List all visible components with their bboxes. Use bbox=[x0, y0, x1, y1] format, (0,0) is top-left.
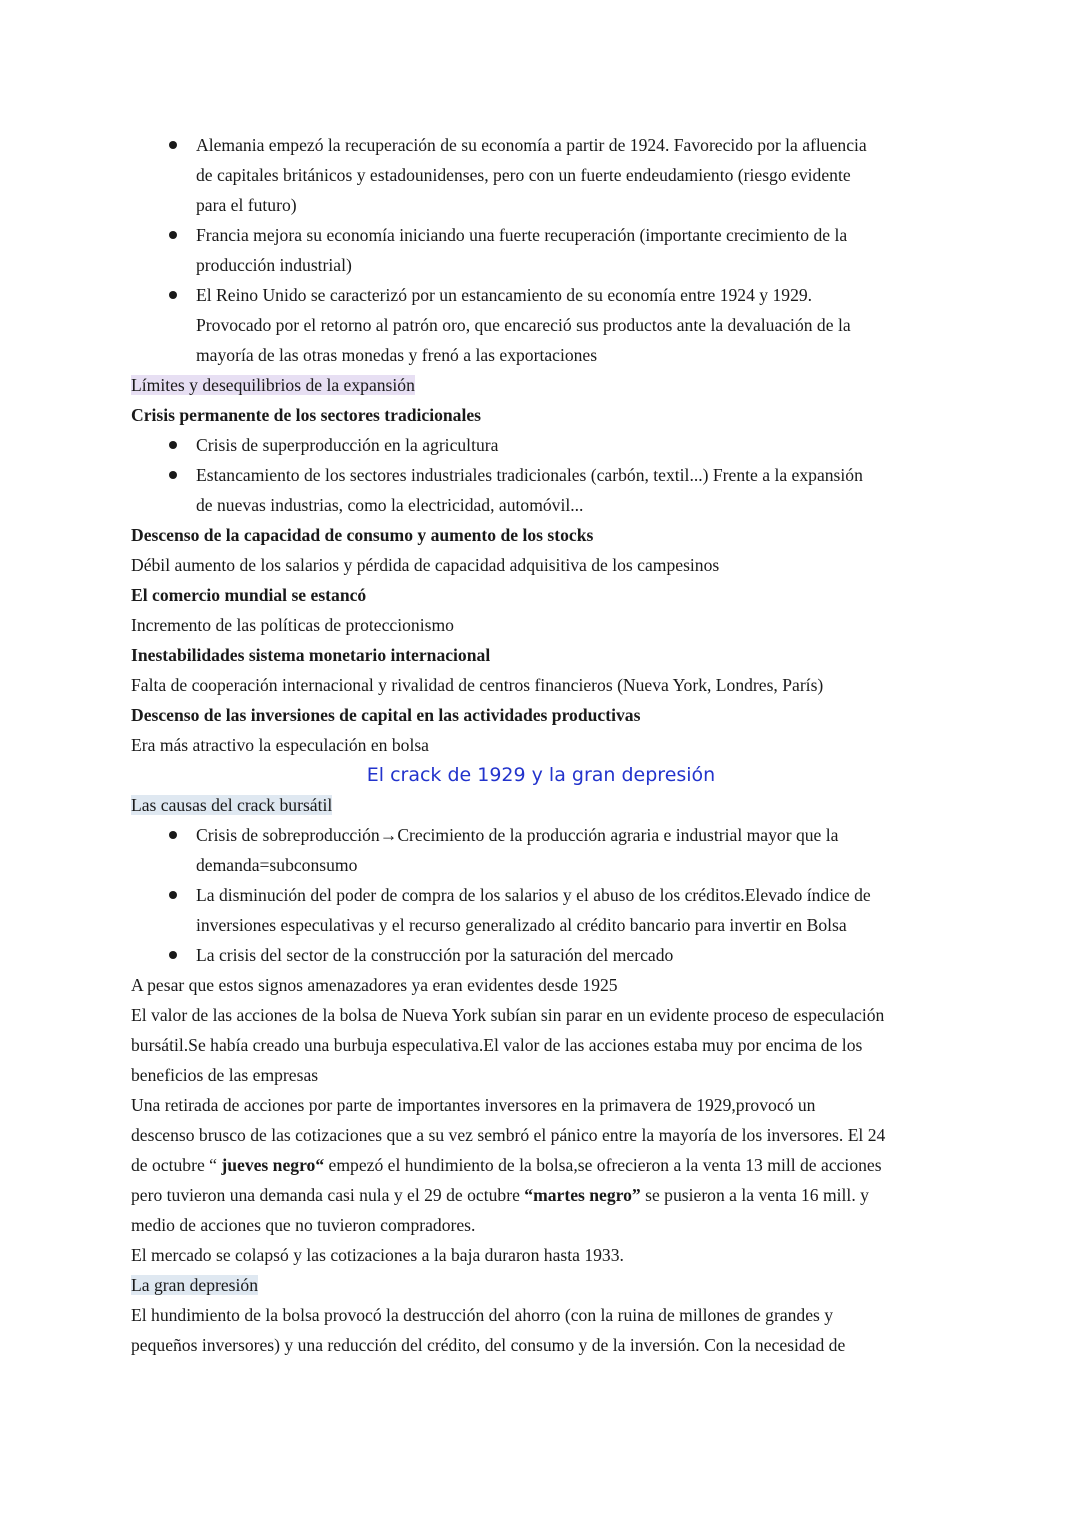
subheading-crisis: Crisis permanente de los sectores tradicionales bbox=[131, 405, 482, 425]
paragraph-line: bursátil.Se había creado una burbuja especulativa.El valor de las acciones estaba muy por encima de los bbox=[131, 1035, 863, 1055]
bullet-icon bbox=[169, 231, 177, 239]
paragraph: El mercado se colapsó y las cotizaciones a la baja duraron hasta 1933. bbox=[131, 1245, 624, 1265]
paragraph: Débil aumento de los salarios y pérdida de capacidad adquisitiva de los campesinos bbox=[131, 555, 720, 575]
paragraph: A pesar que estos signos amenazadores ya eran evidentes desde 1925 bbox=[131, 975, 618, 995]
paragraph-line: descenso brusco de las cotizaciones que a su vez sembró el pánico entre la mayoría de los inversores. El 24 bbox=[131, 1125, 886, 1145]
bullet-icon bbox=[169, 891, 177, 899]
document-page bbox=[131, 130, 961, 1360]
paragraph-line: de octubre “ jueves negro“ empezó el hundimiento de la bolsa,se ofrecieron a la venta 13 mill de acciones bbox=[131, 1155, 882, 1175]
bold-martes-negro: “martes negro” bbox=[524, 1185, 641, 1205]
paragraph-line: pequeños inversores) y una reducción del crédito, del consumo y de la inversión. Con la necesidad de bbox=[131, 1335, 846, 1355]
bullet-icon bbox=[169, 141, 177, 149]
list-item: La crisis del sector de la construcción por la saturación del mercado bbox=[131, 940, 961, 970]
list-item: Crisis de superproducción en la agricultura bbox=[131, 430, 961, 460]
bullet-icon bbox=[169, 951, 177, 959]
subheading-comercio: El comercio mundial se estancó bbox=[131, 585, 367, 605]
list-item-germany: Alemania empezó la recuperación de su economía a partir de 1924. Favorecido por la afluencia de capitales británicos y estadounidenses, pero con un fuerte endeudamiento (riesgo evidente para el futuro) bbox=[131, 130, 961, 220]
paragraph-line: Una retirada de acciones por parte de importantes inversores en la primavera de 1929,provocó un bbox=[131, 1095, 816, 1115]
list-item-uk: El Reino Unido se caracterizó por un estancamiento de su economía entre 1924 y 1929. Provocado por el retorno al patrón oro, que encareció sus productos ante la devaluación de la mayoría de las otras monedas y frenó a las exportaciones bbox=[131, 280, 961, 370]
list-item: Crisis de sobreproducción→Crecimiento de la producción agraria e industrial mayor que la demanda=subconsumo bbox=[131, 820, 961, 880]
section-heading-causas: Las causas del crack bursátil bbox=[131, 795, 333, 815]
paragraph: Falta de cooperación internacional y rivalidad de centros financieros (Nueva York, Londres, París) bbox=[131, 675, 824, 695]
subheading-consumo: Descenso de la capacidad de consumo y aumento de los stocks bbox=[131, 525, 594, 545]
paragraph: Incremento de las políticas de proteccionismo bbox=[131, 615, 454, 635]
bullet-icon bbox=[169, 441, 177, 449]
subheading-monetario: Inestabilidades sistema monetario internacional bbox=[131, 645, 491, 665]
list-item: La disminución del poder de compra de los salarios y el abuso de los créditos.Elevado índice de inversiones especulativas y el recurso generalizado al crédito bancario para invertir en Bolsa bbox=[131, 880, 961, 940]
paragraph-line: pero tuvieron una demanda casi nula y el 29 de octubre “martes negro” se pusieron a la venta 16 mill. y bbox=[131, 1185, 869, 1205]
paragraph-line: El hundimiento de la bolsa provocó la destrucción del ahorro (con la ruina de millones de grandes y bbox=[131, 1305, 834, 1325]
section-heading-depresion: La gran depresión bbox=[131, 1275, 259, 1295]
paragraph-line: medio de acciones que no tuvieron compradores. bbox=[131, 1215, 476, 1235]
list-item-france: Francia mejora su economía iniciando una fuerte recuperación (importante crecimiento de la producción industrial) bbox=[131, 220, 961, 280]
paragraph: Era más atractivo la especulación en bolsa bbox=[131, 735, 429, 755]
list-item: Estancamiento de los sectores industriales tradicionales (carbón, textil...) Frente a la expansión de nuevas industrias, como la electricidad, automóvil... bbox=[131, 460, 961, 520]
bullet-list-causas bbox=[131, 820, 961, 970]
bullet-list-crisis bbox=[131, 430, 961, 520]
paragraph-line: El valor de las acciones de la bolsa de Nueva York subían sin parar en un evidente proceso de especulación bbox=[131, 1005, 885, 1025]
bold-jueves-negro: jueves negro“ bbox=[221, 1155, 325, 1175]
bullet-icon bbox=[169, 471, 177, 479]
section-heading-limits: Límites y desequilibrios de la expansión bbox=[131, 375, 415, 395]
paragraph-line: beneficios de las empresas bbox=[131, 1065, 319, 1085]
bullet-icon bbox=[169, 831, 177, 839]
bullet-list-economies bbox=[131, 130, 961, 370]
section-title-crack: El crack de 1929 y la gran depresión bbox=[366, 764, 716, 786]
subheading-inversiones: Descenso de las inversiones de capital en las actividades productivas bbox=[131, 705, 641, 725]
bullet-icon bbox=[169, 291, 177, 299]
